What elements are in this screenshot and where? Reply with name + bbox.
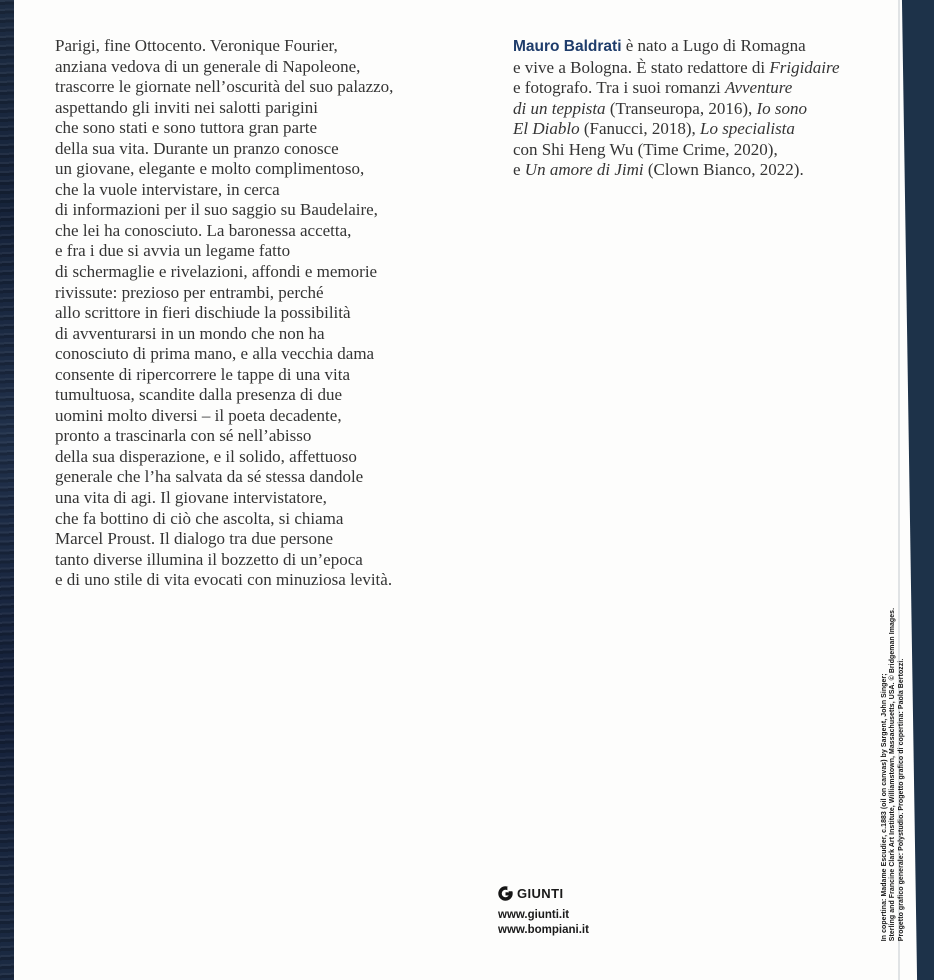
- cover-spine-edge-left: [0, 0, 14, 980]
- bio-line: [513, 36, 893, 58]
- synopsis-line: una vita di agi. Il giovane intervistatore,: [55, 488, 327, 508]
- synopsis-line: generale che l’ha salvata da sé stessa dandole: [55, 467, 364, 487]
- synopsis-line: tumultuosa, scandite dalla presenza di due: [55, 385, 343, 405]
- synopsis-line: tanto diverse illumina il bozzetto di un’epoca: [55, 549, 363, 569]
- bio-text-segment: e vive a Bologna. È stato redattore di: [513, 57, 770, 77]
- giunti-g-icon: [498, 886, 513, 901]
- publisher-url-giunti: www.giunti.it: [498, 909, 570, 921]
- bio-text-segment: (Transeuropa, 2016),: [605, 98, 757, 118]
- synopsis-line: allo scrittore in fieri dischiude la possibilità: [55, 303, 351, 323]
- bio-text-segment: con Shi Heng Wu (Time Crime, 2020),: [513, 139, 778, 159]
- synopsis-line: che lei ha conosciuto. La baronessa accetta,: [55, 220, 352, 240]
- synopsis-line: Parigi, fine Ottocento. Veronique Fourier,: [55, 36, 338, 55]
- bio-text-segment: (Fanucci, 2018),: [579, 119, 700, 139]
- synopsis-line: della sua disperazione, e il solido, affettuoso: [55, 446, 357, 466]
- synopsis-line: rivissute: prezioso per entrambi, perché: [55, 282, 324, 302]
- publisher-block: [498, 885, 589, 938]
- bio-text-segment: Io sono: [756, 98, 808, 118]
- bio-line: [513, 78, 893, 99]
- credit-line: Sterling and Francine Clark Art Institute, Williamstown, Massachusetts, USA. © Bridgeman Images.: [889, 607, 897, 941]
- bio-text-segment: Lo specialista: [699, 119, 795, 139]
- synopsis-line: di schermaglie e rivelazioni, affondi e memorie: [55, 262, 378, 282]
- author-bio-text: [513, 36, 893, 181]
- bio-text-segment: El Diablo: [513, 119, 580, 139]
- synopsis-line: che sono stati e sono tuttora gran parte: [55, 118, 318, 138]
- giunti-logo: [498, 885, 589, 901]
- publisher-name: GIUNTI: [517, 885, 564, 901]
- synopsis-line: della sua vita. Durante un pranzo conosce: [55, 138, 339, 158]
- synopsis-line: conosciuto di prima mano, e alla vecchia dama: [55, 344, 375, 364]
- bio-text-segment: (Clown Bianco, 2022).: [643, 160, 804, 180]
- bio-line: [513, 58, 893, 79]
- synopsis-line: di informazioni per il suo saggio su Baudelaire,: [55, 200, 378, 220]
- credit-line: Progetto grafico generale: Polystudio. Progetto grafico di copertina: Paola Bertozzi.: [897, 658, 905, 941]
- synopsis-line: Marcel Proust. Il dialogo tra due persone: [55, 529, 334, 549]
- synopsis-line: che la vuole intervistare, in cerca: [55, 179, 280, 199]
- synopsis-line: un giovane, elegante e molto complimentoso,: [55, 159, 365, 179]
- publisher-url-bompiani: www.bompiani.it: [498, 924, 589, 936]
- bio-line: [513, 99, 893, 120]
- synopsis-line: uomini molto diversi – il poeta decadente,: [55, 405, 342, 425]
- synopsis-line: aspettando gli inviti nei salotti parigini: [55, 97, 318, 117]
- credit-line: In copertina: Madame Escudier, c.1883 (oil on canvas) by Sargent, John Singer;: [880, 673, 888, 941]
- bio-text-segment: Avventure: [725, 78, 793, 98]
- synopsis-line: trascorre le giornate nell’oscurità del suo palazzo,: [55, 77, 394, 97]
- synopsis-line: che fa bottino di ciò che ascolta, si chiama: [55, 508, 344, 528]
- bio-text-segment: e: [513, 160, 525, 180]
- bio-text-segment: e fotografo. Tra i suoi romanzi: [513, 78, 725, 98]
- synopsis-line: e di uno stile di vita evocati con minuziosa levità.: [55, 570, 393, 590]
- bio-line: [513, 140, 893, 161]
- photo-credits-text: [881, 579, 906, 941]
- synopsis-line: consente di ripercorrere le tappe di una vita: [55, 364, 351, 384]
- synopsis-line: e fra i due si avvia un legame fatto: [55, 241, 291, 261]
- bio-text-segment: è nato a Lugo di Romagna: [621, 36, 806, 55]
- author-name: Mauro Baldrati: [513, 38, 622, 55]
- publisher-urls: [498, 908, 589, 938]
- synopsis-text: [55, 36, 475, 591]
- bio-line: [513, 119, 893, 140]
- synopsis-line: anziana vedova di un generale di Napoleone,: [55, 56, 361, 76]
- synopsis-line: pronto a trascinarla con sé nell’abisso: [55, 426, 312, 446]
- synopsis-line: di avventurarsi in un mondo che non ha: [55, 323, 325, 343]
- bio-text-segment: di un teppista: [513, 98, 606, 118]
- bio-text-segment: Frigidaire: [769, 57, 840, 77]
- bio-text-segment: Un amore di Jimi: [524, 160, 644, 180]
- bio-line: [513, 160, 893, 181]
